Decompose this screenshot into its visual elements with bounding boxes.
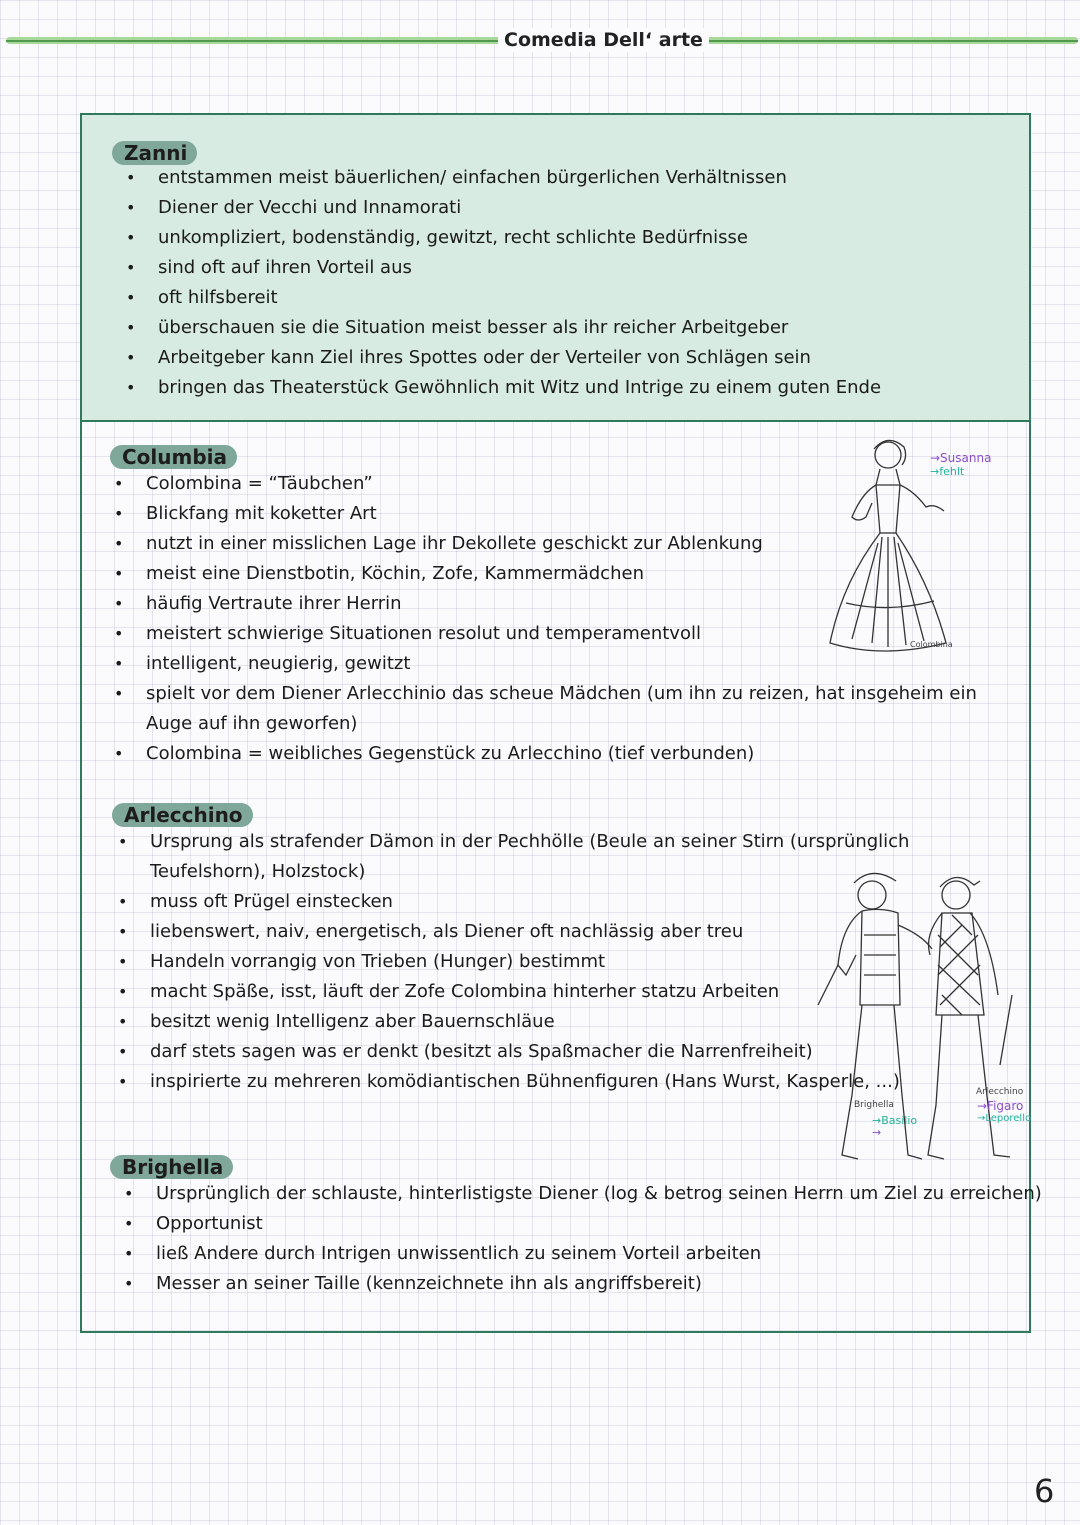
page-number: 6 xyxy=(1034,1472,1055,1510)
list-item: • häufig Vertraute ihrer Herrin xyxy=(100,589,996,619)
list-item: • Colombina = “Täubchen” xyxy=(100,469,996,499)
arlecchino-annotation-figaro: →Figaro xyxy=(977,1099,1024,1113)
colombina-annotation-susanna: →Susanna xyxy=(930,451,992,465)
colombina-annotation-fehlt: →fehlt xyxy=(930,465,965,478)
list-item: • meistert schwierige Situationen resolut und temperamentvoll xyxy=(100,619,996,649)
brighella-heading: Brighella xyxy=(110,1155,233,1179)
list-item: • sind oft auf ihren Vorteil aus xyxy=(112,253,881,283)
list-item: • entstammen meist bäuerlichen/ einfachen bürgerlichen Verhältnissen xyxy=(112,163,881,193)
list-item: • bringen das Theaterstück Gewöhnlich mit Witz und Intrige zu einem guten Ende xyxy=(112,373,881,403)
list-item: • inspirierte zu mehreren komödiantischen Bühnenfiguren (Hans Wurst, Kasperle, ...) xyxy=(104,1067,970,1097)
brighella-caption: Brighella xyxy=(854,1100,894,1110)
list-item: • Diener der Vecchi und Innamorati xyxy=(112,193,881,223)
brighella-section xyxy=(110,1155,1042,1299)
title-bar xyxy=(0,28,1080,52)
list-item: • nutzt in einer misslichen Lage ihr Dekollete geschickt zur Ablenkung xyxy=(100,529,996,559)
arlecchino-heading: Arlecchino xyxy=(112,803,253,827)
list-item: • liebenswert, naiv, energetisch, als Diener oft nachlässig aber treu xyxy=(104,917,970,947)
list-item: • Opportunist xyxy=(110,1209,1042,1239)
zanni-heading: Zanni xyxy=(112,141,197,165)
list-item: • Colombina = weibliches Gegenstück zu Arlecchino (tief verbunden) xyxy=(100,739,996,769)
columbia-heading: Columbia xyxy=(110,445,237,469)
arlecchino-annotation-leporello: →Leporello xyxy=(977,1113,1032,1124)
colombina-caption: Colombina xyxy=(910,640,953,649)
list-item: • spielt vor dem Diener Arlecchinio das scheue Mädchen (um ihn zu reizen, hat insgeheim ein Auge auf ihn geworfen) xyxy=(100,679,996,739)
list-item: • unkompliziert, bodenständig, gewitzt, recht schlichte Bedürfnisse xyxy=(112,223,881,253)
list-item: • muss oft Prügel einstecken xyxy=(104,887,970,917)
list-item: • Ursprung als strafender Dämon in der Pechhölle (Beule an seiner Stirn (ursprünglich Teufelshorn), Holzstock) xyxy=(104,827,970,887)
list-item: • Arbeitgeber kann Ziel ihres Spottes oder der Verteiler von Schlägen sein xyxy=(112,343,881,373)
list-item: • Messer an seiner Taille (kennzeichnete ihn als angriffsbereit) xyxy=(110,1269,1042,1299)
page-title: Comedia Dell‘ arte xyxy=(498,28,709,52)
list-item: • Handeln vorrangig von Trieben (Hunger) bestimmt xyxy=(104,947,970,977)
list-item: • oft hilfsbereit xyxy=(112,283,881,313)
zanni-section xyxy=(112,141,881,403)
brighella-annotation-basilio: →Basilio xyxy=(872,1114,918,1127)
list-item: • Ursprünglich der schlauste, hinterlistigste Diener (log & betrog seinen Herrn um Ziel zu erreichen) xyxy=(110,1179,1042,1209)
brighella-list xyxy=(110,1179,1042,1299)
arlecchino-caption: Arlecchino xyxy=(976,1087,1024,1097)
zanni-list xyxy=(112,163,881,403)
list-item: • besitzt wenig Intelligenz aber Bauernschläue xyxy=(104,1007,970,1037)
list-item: • überschauen sie die Situation meist besser als ihr reicher Arbeitgeber xyxy=(112,313,881,343)
list-item: • macht Späße, isst, läuft der Zofe Colombina hinterher statzu Arbeiten xyxy=(104,977,970,1007)
brighella-annotation-arrow: → xyxy=(872,1126,882,1139)
list-item: • ließ Andere durch Intrigen unwissentlich zu seinem Vorteil arbeiten xyxy=(110,1239,1042,1269)
list-item: • meist eine Dienstbotin, Köchin, Zofe, Kammermädchen xyxy=(100,559,996,589)
list-item: • intelligent, neugierig, gewitzt xyxy=(100,649,996,679)
content-card xyxy=(80,113,1042,1333)
list-item: • darf stets sagen was er denkt (besitzt als Spaßmacher die Narrenfreiheit) xyxy=(104,1037,970,1067)
list-item: • Blickfang mit koketter Art xyxy=(100,499,996,529)
